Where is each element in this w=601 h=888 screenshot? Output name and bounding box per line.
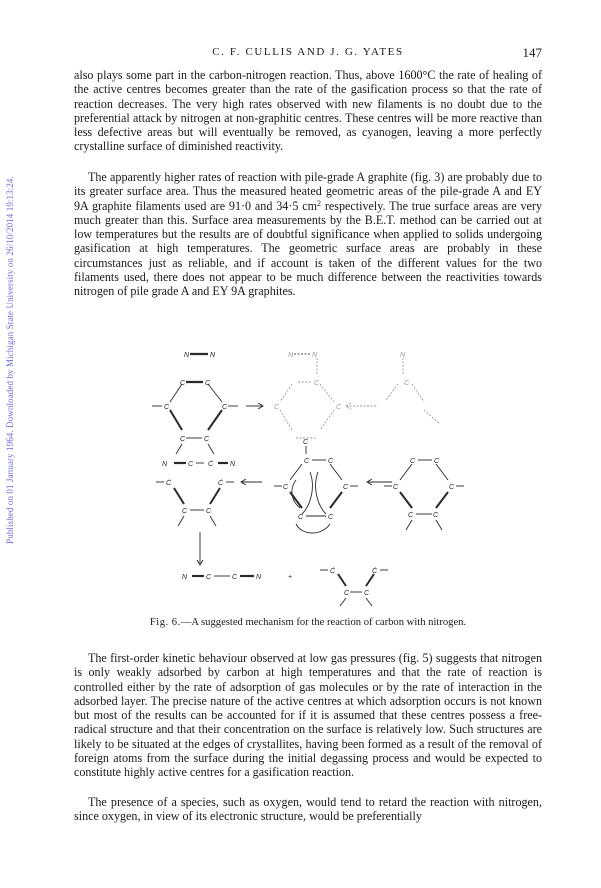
atom-label: Ċ (372, 568, 378, 575)
atom-label: C (433, 512, 439, 519)
atom-label: C (328, 514, 334, 521)
faint-atom-label: N (400, 352, 406, 359)
paragraph-2 (74, 170, 542, 299)
faint-atom-label: N (312, 352, 318, 359)
running-head (74, 46, 542, 62)
paragraph-2-part-1: The apparently higher rates of reaction with pile-grade A graphite (fig. 3) are probably due to its greater surface area. Thus the measured heated geometric areas of the pile-grade A and EY 9A graphite filaments used are 91·0 and 34·5 cm (74, 170, 542, 213)
atom-label: C (283, 484, 289, 491)
faint-bond (412, 384, 424, 402)
atom-label: Ċ (166, 480, 172, 487)
faint-bond (424, 410, 440, 424)
reaction-mechanism-diagram (140, 338, 480, 608)
running-head-authors: C. F. CULLIS AND J. G. YATES (212, 46, 404, 58)
ring-bond (436, 492, 448, 508)
paragraph-1: also plays some part in the carbon-nitrogen reaction. Thus, above 1600°C the rate of healing of the active centres becomes greater than the rate of the gasification process so that the rate of reaction decreases. The very high rates observed with new filaments is no doubt due to the preferential attack by nitrogen at non-graphitic centres. These centres will be more reactive than less defective areas but will eventually be removed, as cyanogen, leaving a more perfectly crystalline surface of diminished reactivity. (74, 68, 542, 154)
atom-label: Ṅ (230, 461, 236, 468)
atom-label: N (210, 352, 216, 359)
atom-label: C (434, 458, 440, 465)
atom-label: C (180, 436, 186, 443)
paragraph-2-superscript: 2 (317, 198, 322, 208)
atom-label: C (449, 484, 455, 491)
faint-bond (386, 384, 398, 400)
electron-shift-arrow (296, 524, 330, 533)
plus-sign: + (288, 574, 293, 581)
faint-atom-label: N (288, 352, 294, 359)
download-watermark (2, 150, 18, 570)
atom-label: N (256, 574, 262, 581)
atom-label: C (232, 574, 238, 581)
atom-label: C (298, 514, 304, 521)
atom-label: C (410, 458, 416, 465)
atom-label: C (304, 458, 310, 465)
atom-label: N (184, 352, 190, 359)
edge-bond (436, 520, 442, 530)
electron-shift-arrow (302, 472, 312, 514)
figure-caption-text: —A suggested mechanism for the reaction of carbon with nitrogen. (180, 617, 467, 628)
ring-bond (330, 464, 342, 480)
ring-bond (338, 574, 346, 586)
atom-label: C (303, 439, 309, 446)
atom-label: C (182, 508, 188, 515)
ring-bond (170, 410, 182, 430)
ring-bond (366, 574, 374, 586)
edge-bond (406, 520, 412, 530)
atom-label: C (328, 458, 334, 465)
ring-bond (174, 488, 184, 504)
paragraph-3: The first-order kinetic behaviour observed at low gas pressures (fig. 5) suggests that nitrogen is only weakly adsorbed by carbon at high temperatures and that the rate of reaction is controlled either by the rate of adsorption of gas molecules or by the rate of interaction in the adsorbed layer. The precise nature of the active centres at which adsorption occurs is not known but most of the results can be accounted for if it is assumed that these centres possess a free-radical structure and that their concentration on the surface is relatively low. Such structures are likely to be situated at the edges of crystallites, having been formed as a result of the removal of foreign atoms from the surface during the initial degassing process and would be expected to constitute highly active centres for a gasification reaction. (74, 651, 542, 780)
faint-bond (280, 410, 292, 430)
atom-label: C (222, 404, 228, 411)
atom-label: C (206, 574, 212, 581)
ring-bond (208, 410, 222, 430)
paragraph-2-part-2: respectively. The true surface areas are very much greater than this. Surface area measurements by the B.E.T. method can be carried out at low temperatures but the results are of doubtful significance when applied to solids undergoing gasification at high temperatures. The geometric surface areas are probably in these circumstances just as reliable, and if account is taken of the different values for the two filaments used, there does not appear to be much difference between the reactivities towards nitrogen of pile grade A and EY 9A graphites. (74, 198, 542, 299)
download-watermark-text: Published on 01 January 1964. Downloaded by Michigan State University on 26/10/2014 19:13:24. (5, 176, 16, 544)
atom-label: C (164, 404, 170, 411)
figure-caption (74, 617, 542, 628)
reaction-mechanism-figure (140, 338, 480, 608)
ring-bond (210, 488, 220, 504)
edge-bond (210, 516, 216, 526)
atom-label: C (364, 590, 370, 597)
ring-bond (290, 464, 302, 480)
faint-bond (320, 384, 334, 402)
atom-label: C (206, 508, 212, 515)
faint-bond (280, 384, 292, 402)
faint-atom-label: C (274, 404, 280, 411)
atom-label: C (343, 484, 349, 491)
faint-atom-label: C (336, 404, 342, 411)
atom-label: Ċ (330, 568, 336, 575)
ring-bond (400, 492, 412, 508)
atom-label: C (408, 512, 414, 519)
paragraph-4: The presence of a species, such as oxygen, would tend to retard the reaction with nitrogen, since oxygen, in view of its electronic structure, would be preferentially (74, 795, 542, 824)
figure-label: Fig. 6. (149, 617, 181, 628)
edge-bond (340, 598, 346, 606)
atom-label: C (344, 590, 350, 597)
atom-label: C (205, 380, 211, 387)
edge-bond (178, 516, 184, 526)
atom-label: Ċ (208, 461, 214, 468)
ring-bond (208, 384, 222, 402)
faint-bond (320, 410, 334, 430)
ring-bond (330, 492, 342, 508)
edge-bond (176, 444, 182, 454)
edge-bond (208, 444, 214, 454)
atom-label: C (204, 436, 210, 443)
atom-label: N (162, 461, 168, 468)
edge-bond (366, 598, 372, 606)
atom-label: C (393, 484, 399, 491)
ring-bond (436, 464, 448, 480)
atom-label: C (188, 461, 194, 468)
atom-label: Ċ (218, 480, 224, 487)
faint-atom-label: C (404, 380, 410, 387)
page-number: 147 (522, 45, 542, 60)
faint-atom-label: C (314, 380, 320, 387)
ring-bond (400, 464, 412, 480)
atom-label: N (182, 574, 188, 581)
electron-shift-arrow (316, 472, 326, 514)
atom-label: C (180, 380, 186, 387)
